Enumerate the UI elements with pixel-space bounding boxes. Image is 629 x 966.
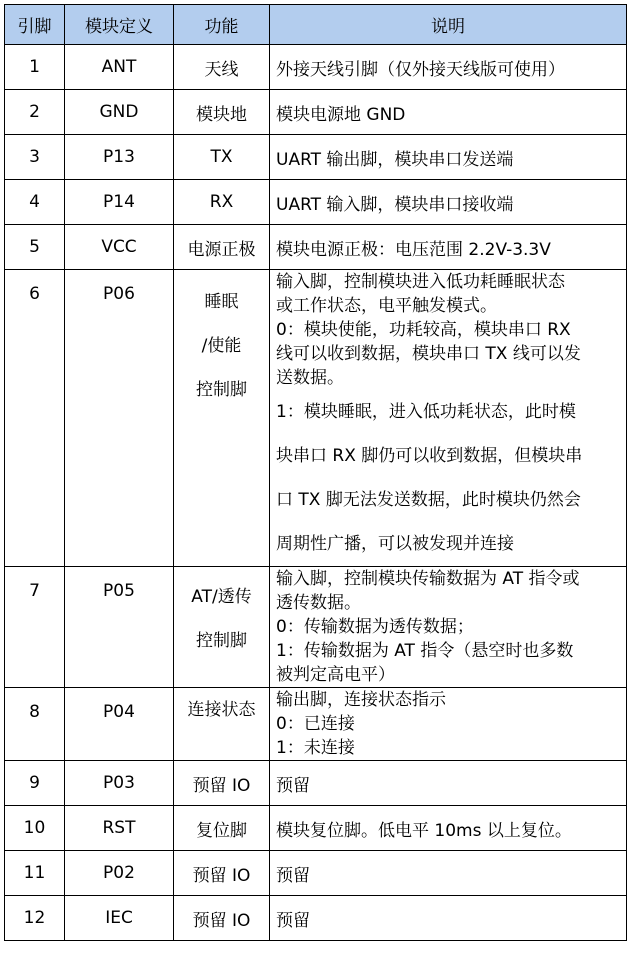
pin-description (270, 688, 627, 761)
pin-number: 6 (5, 270, 65, 567)
table-row (5, 45, 627, 90)
pin-number: 5 (5, 225, 65, 270)
header-row (5, 5, 627, 45)
function-line: /使能 (201, 336, 242, 356)
pin-table (4, 4, 627, 941)
description-line: 透传数据。 (276, 593, 361, 613)
description-line: 输出脚，连接状态指示 (276, 690, 446, 710)
pin-number: 7 (5, 567, 65, 688)
table-row (5, 135, 627, 180)
pin-number: 1 (5, 45, 65, 90)
description-line: 块串口 RX 脚仍可以收到数据，但模块串 (276, 446, 583, 466)
header-desc: 说明 (270, 5, 627, 45)
description-line: 1：传输数据为 AT 指令（悬空时也多数 (276, 641, 574, 661)
table-row (5, 90, 627, 135)
pin-function: RX (174, 180, 270, 225)
description-line: 1：未连接 (276, 738, 355, 758)
pin-number: 12 (5, 896, 65, 941)
description-line: 或工作状态，电平触发模式。 (276, 296, 497, 316)
pin-function: 复位脚 (174, 806, 270, 851)
function-line: 睡眠 (204, 292, 239, 312)
pin-number: 4 (5, 180, 65, 225)
pin-function: 连接状态 (174, 688, 270, 761)
header-func: 功能 (174, 5, 270, 45)
header-pin: 引脚 (5, 5, 65, 45)
table-row (5, 806, 627, 851)
pin-number: 11 (5, 851, 65, 896)
table-row (5, 225, 627, 270)
header-name: 模块定义 (65, 5, 174, 45)
table-row (5, 896, 627, 941)
pin-description: 外接天线引脚（仅外接天线版可使用） (270, 45, 627, 90)
pin-description: UART 输出脚，模块串口发送端 (270, 135, 627, 180)
pin-number: 8 (5, 688, 65, 761)
pin-function: 预留 IO (174, 851, 270, 896)
pin-description: UART 输入脚，模块串口接收端 (270, 180, 627, 225)
table-row (5, 851, 627, 896)
description-line: 口 TX 脚无法发送数据，此时模块仍然会 (276, 490, 581, 510)
pin-name: VCC (65, 225, 174, 270)
pin-description (270, 567, 627, 688)
pin-name: P03 (65, 761, 174, 806)
pin-function: 预留 IO (174, 761, 270, 806)
table-row (5, 688, 627, 761)
pin-function: 电源正极 (174, 225, 270, 270)
function-line: AT/透传 (191, 587, 252, 607)
pin-function: 预留 IO (174, 896, 270, 941)
pin-name: P13 (65, 135, 174, 180)
pin-name: P14 (65, 180, 174, 225)
pin-description: 预留 (270, 761, 627, 806)
pin-description: 预留 (270, 851, 627, 896)
pin-description: 模块复位脚。低电平 10ms 以上复位。 (270, 806, 627, 851)
pin-number: 9 (5, 761, 65, 806)
description-line: 0：模块使能，功耗较高，模块串口 RX (276, 320, 571, 340)
pin-name: GND (65, 90, 174, 135)
description-line: 输入脚，控制模块传输数据为 AT 指令或 (276, 569, 580, 589)
table-row (5, 567, 627, 688)
pin-description: 预留 (270, 896, 627, 941)
description-line: 送数据。 (276, 368, 344, 388)
pin-function: 天线 (174, 45, 270, 90)
pin-name: RST (65, 806, 174, 851)
pin-name: IEC (65, 896, 174, 941)
pin-function: TX (174, 135, 270, 180)
pin-description: 模块电源地 GND (270, 90, 627, 135)
pin-function (174, 567, 270, 688)
pin-number: 10 (5, 806, 65, 851)
pin-description (270, 270, 627, 567)
pin-name: P05 (65, 567, 174, 688)
pin-function: 模块地 (174, 90, 270, 135)
table-row (5, 270, 627, 567)
function-line: 控制脚 (196, 631, 247, 651)
pin-number: 2 (5, 90, 65, 135)
pin-name: P06 (65, 270, 174, 567)
pin-function (174, 270, 270, 567)
pin-name: P04 (65, 688, 174, 761)
description-line: 被判定高电平） (276, 665, 395, 685)
description-line: 输入脚，控制模块进入低功耗睡眠状态 (276, 272, 565, 292)
pin-number: 3 (5, 135, 65, 180)
pin-name: P02 (65, 851, 174, 896)
description-line: 0：已连接 (276, 714, 355, 734)
pin-name: ANT (65, 45, 174, 90)
pin-description: 模块电源正极：电压范围 2.2V-3.3V (270, 225, 627, 270)
description-line: 1：模块睡眠，进入低功耗状态，此时模 (276, 402, 576, 422)
description-line: 周期性广播，可以被发现并连接 (276, 534, 514, 554)
description-line: 线可以收到数据，模块串口 TX 线可以发 (276, 344, 581, 364)
table-row (5, 180, 627, 225)
table-row (5, 761, 627, 806)
description-line: 0：传输数据为透传数据； (276, 617, 474, 637)
function-line: 控制脚 (196, 380, 247, 400)
